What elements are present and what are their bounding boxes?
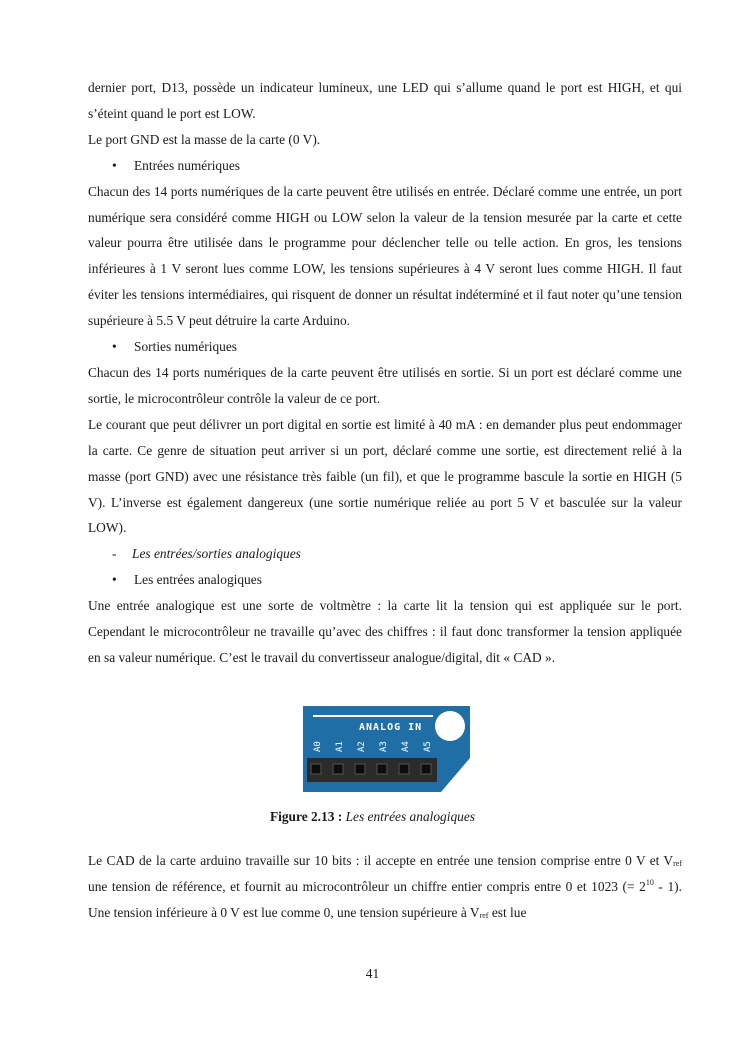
- pin-header: [307, 758, 437, 782]
- paragraph: Le port GND est la masse de la carte (0 V).: [88, 131, 321, 147]
- bullet-marker: •: [112, 572, 117, 588]
- page-number: 41: [365, 966, 380, 981]
- paragraph: Le CAD de la carte arduino travaille sur 10 bits : il accepte en entrée une tension comprise entre 0 V et $V_{ref}$ une tension de référence, et fournit au microcontrôleur un chiffre entier compris entre 0 et 1023 (= $2^{10} - 1$). Une tension inférieure à 0 V est lue comme 0, une tension supérieure à $V_{ref}$ est lue: [88, 853, 682, 920]
- mounting-hole: [435, 711, 465, 741]
- dash-item: - Les entrées/sorties analogiques: [88, 541, 682, 567]
- pin-label-a0: A0: [313, 741, 323, 752]
- paragraph: Chacun des 14 ports numériques de la carte peuvent être utilisés en sortie. Si un port est déclaré comme une sortie, le microcontrôleur contrôle la valeur de ce port.: [88, 364, 682, 406]
- pin-label-a3: A3: [379, 741, 389, 752]
- pin-hole: [355, 764, 365, 774]
- pin-label-a1: A1: [335, 741, 345, 752]
- figure-caption: [0, 809, 745, 825]
- caption-text: Les entrées analogiques: [345, 809, 476, 824]
- caption-label: Figure 2.13 :: [269, 809, 343, 824]
- paragraph: Chacun des 14 ports numériques de la carte peuvent être utilisés en entrée. Déclaré comme une entrée, un port numérique sera considéré comme HIGH ou LOW selon la valeur de la tension mesurée par la carte et cette valeur pourra être utilisée dans le programme pour déclencher telle ou telle action. En gros, les tensions inférieures à 1 V seront lues comme LOW, les tensions supérieures à 4 V seront lues comme HIGH. Il faut éviter les tensions intermédiaires, qui risquent de donner un résultat indéterminé et il faut noter qu’une tension supérieure à 5.5 V peut détruire la carte Arduino.: [88, 183, 682, 329]
- body-text-bottom: [88, 848, 682, 926]
- pin-hole: [333, 764, 343, 774]
- pin-label-a4: A4: [401, 741, 411, 752]
- pin-label-a5: A5: [423, 741, 433, 752]
- arduino-analog-header-image: [303, 706, 470, 792]
- bullet-marker: •: [112, 157, 117, 173]
- bullet-item: • Les entrées analogiques: [88, 567, 682, 593]
- pin-hole: [377, 764, 387, 774]
- paragraph: Le courant que peut délivrer un port digital en sortie est limité à 40 mA : en demander plus peut endommager la carte. Ce genre de situation peut arriver si un port, déclaré comme une sortie, est directement relié à la masse (port GND) avec une résistance très faible (un fil), et que le programme bascule la sortie en HIGH (5 V). L’inverse est également dangereux (une sortie numérique reliée au port 5 V et basculée sur la valeur LOW).: [88, 416, 682, 536]
- pin-label-a2: A2: [357, 741, 367, 752]
- body-text-top: [88, 75, 682, 671]
- analog-in-label: ANALOG IN: [359, 722, 423, 733]
- bullet-item: • Entrées numériques: [88, 153, 682, 179]
- paragraph: dernier port, D13, possède un indicateur lumineux, une LED qui s’allume quand le port est HIGH, et qui s’éteint quand le port est LOW.: [88, 80, 682, 121]
- bullet-item: • Sorties numériques: [88, 334, 682, 360]
- pin-hole: [399, 764, 409, 774]
- pin-hole: [421, 764, 431, 774]
- bullet-marker: •: [112, 339, 117, 355]
- analog-in-figure: [303, 706, 470, 792]
- dash-marker: -: [112, 546, 117, 562]
- paragraph: Une entrée analogique est une sorte de voltmètre : la carte lit la tension qui est appliquée sur le port. Cependant le microcontrôleur ne travaille qu’avec des chiffres : il faut donc transformer la tension appliquée en sa valeur numérique. C’est le travail du convertisseur analogue/digital, dit « CAD ».: [88, 598, 682, 665]
- pin-hole: [311, 764, 321, 774]
